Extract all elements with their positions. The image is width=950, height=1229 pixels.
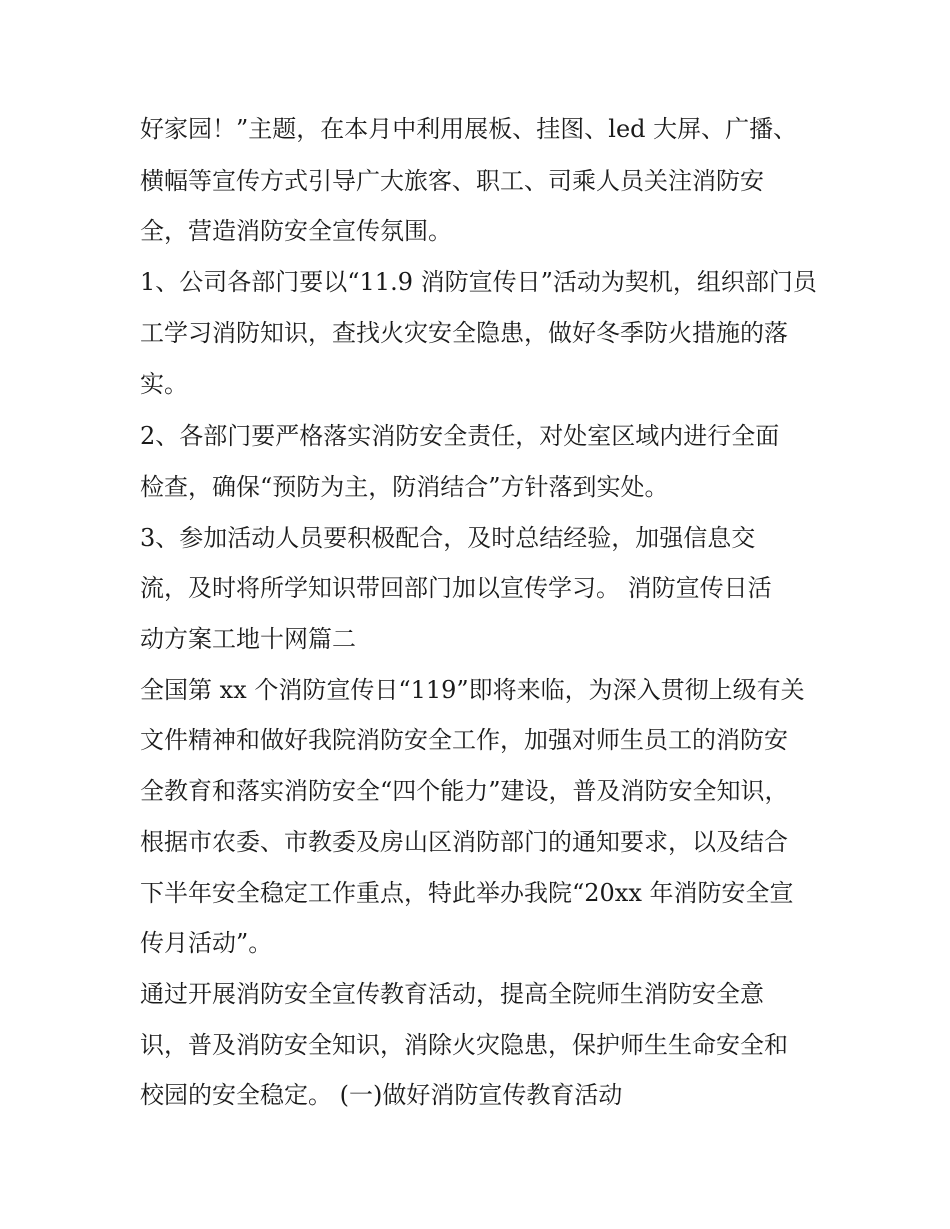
text-line: 实。 (140, 370, 188, 398)
text-line: 动方案工地十网篇二 (140, 625, 356, 653)
text-line: 工学习消防知识，查找火灾安全隐患，做好冬季防火措施的落 (140, 319, 788, 347)
text-line: 1、公司各部门要以“11.9 消防宣传日”活动为契机，组织部门员 (140, 268, 817, 296)
text-line: 识，普及消防安全知识，消除火灾隐患，保护师生生命安全和 (140, 1031, 788, 1059)
text-line: 流，及时将所学知识带回部门加以宣传学习。 消防宣传日活 (140, 574, 772, 602)
text-line: 校园的安全稳定。 (一)做好消防宣传教育活动 (140, 1081, 623, 1109)
text-line: 下半年安全稳定工作重点，特此举办我院“20xx 年消防安全宣 (140, 879, 794, 907)
text-line: 3、参加活动人员要积极配合，及时总结经验，加强信息交 (140, 524, 756, 552)
text-line: 传月活动”。 (140, 929, 273, 957)
text-line: 横幅等宣传方式引导广大旅客、职工、司乘人员关注消防安 (140, 167, 764, 195)
text-line: 根据市农委、市教委及房山区消防部门的通知要求，以及结合 (140, 828, 788, 856)
text-line: 全教育和落实消防安全“四个能力”建设，普及消防安全知识， (140, 777, 789, 805)
text-line: 检查，确保“预防为主，防消结合”方针落到实处。 (140, 473, 669, 501)
text-line: 文件精神和做好我院消防安全工作，加强对师生员工的消防安 (140, 726, 788, 754)
text-line: 好家园！”主题，在本月中利用展板、挂图、led 大屏、广播、 (140, 115, 798, 143)
text-line: 全国第 xx 个消防宣传日“119”即将来临，为深入贯彻上级有关 (140, 676, 805, 704)
text-line: 通过开展消防安全宣传教育活动，提高全院师生消防安全意 (140, 980, 764, 1008)
text-line: 全，营造消防安全宣传氛围。 (140, 217, 452, 245)
text-line: 2、各部门要严格落实消防安全责任，对处室区域内进行全面 (140, 422, 780, 450)
